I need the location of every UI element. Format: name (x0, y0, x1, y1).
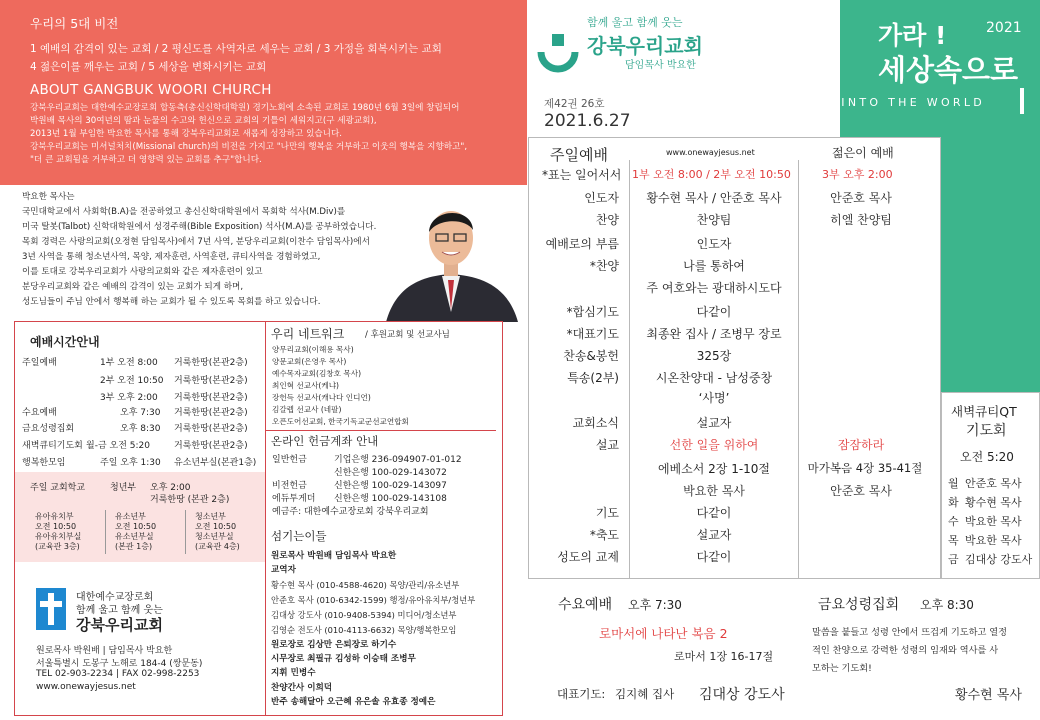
footer-church-name: 강북우리교회 (76, 616, 163, 634)
dept-place: (본관 1층) (115, 542, 153, 551)
order-label: 기도 (595, 506, 619, 520)
servants-title: 섬기는이들 (271, 529, 327, 543)
order-main: 황수현 목사 / 안준호 목사 (646, 191, 782, 205)
offering-label: 비전헌금 (272, 481, 307, 491)
wednesday-scripture: 로마서 1장 16-17절 (674, 650, 774, 663)
dept-name: 유소년부 (115, 512, 146, 521)
order-main: 다같이 (696, 305, 732, 319)
order-main: 시온찬양대 - 남성중창 (655, 371, 773, 385)
pastor-bio-line: 분당우리교회와 같은 예배의 감격이 있는 교회가 되게 하며, (22, 282, 244, 292)
worship-row-place: 거룩한땅(본관2층) (174, 441, 248, 451)
servants-line: 시무장로 최필규 김성하 이승태 조병무 (271, 654, 416, 664)
sermon-title: 선한 일을 위하여 (669, 438, 759, 452)
worship-row-label: 주일예배 (22, 358, 57, 368)
about-line: 2013년 1월 부임한 박요한 목사를 통해 강북우리교회로 새롭게 성장하고 있습니다. (30, 129, 343, 139)
youth-service-title: 젊은이 예배 (832, 146, 894, 160)
order-label: *합심기도 (566, 305, 619, 319)
issue-number: 제42권 26호 (544, 98, 605, 110)
order-website: www.onewayjesus.net (666, 148, 755, 157)
footer-slogan: 함께 울고 함께 웃는 (76, 605, 163, 616)
network-item: 오픈도어선교회, 한국기독교군선교연합회 (272, 417, 409, 426)
about-line: "더 큰 교회됨을 거부하고 더 영향력 있는 교회를 추구"합니다. (30, 155, 262, 165)
dept-place: 청소년부실 (195, 532, 234, 541)
dawn-qt-day: 화 (948, 496, 959, 509)
vision-banner (0, 0, 527, 185)
friday-desc: 말씀을 붙들고 성령 안에서 뜨겁게 기도하고 열정 (812, 627, 1008, 638)
cross-logo-icon (36, 588, 66, 630)
servants-line: 찬양간사 이희덕 (271, 683, 333, 693)
youth-scripture: 마가복음 4장 35-41절 (807, 461, 923, 475)
banner-line-2: 세상속으로 (878, 53, 1019, 87)
worship-row-time: 2부 오전 10:50 (100, 376, 164, 386)
dawn-qt-leader: 김대상 강도사 (965, 553, 1033, 566)
worship-row-time: 1부 오전 8:00 (100, 358, 158, 368)
sunday-school-place: 거룩한땅 (본관 2층) (150, 495, 230, 505)
pastor-bio-line: 박요한 목사는 (22, 192, 75, 202)
friday-desc: 모하는 기도회! (812, 663, 872, 674)
order-label: 설교 (595, 438, 619, 452)
worship-row-time: 월-금 오전 5:20 (86, 441, 150, 451)
pastor-bio-line: 국민대학교에서 사회학(B.A)을 전공하였고 총신신학대학원에서 목회학 석사(M.Div)를 (22, 207, 346, 217)
pastor-bio-line: 성도님들이 주님 안에서 행복해 하는 교회가 될 수 있도록 목회를 하고 있습니다. (22, 297, 321, 307)
worship-row-time: 오후 7:30 (120, 408, 161, 418)
order-youth: 히엘 찬양팀 (830, 213, 892, 227)
order-label: 예배로의 부름 (545, 237, 619, 251)
network-item: 장헌득 선교사(캐나다 인디언) (272, 393, 371, 402)
order-label: *대표기도 (566, 327, 619, 341)
wednesday-title: 수요예배 (558, 597, 613, 613)
offering-account: 신한은행 100-029-143097 (334, 481, 447, 491)
network-item: 예수목자교회(김창호 목사) (272, 369, 362, 378)
about-line: 박원배 목사의 30여년의 땀과 눈물의 수고와 헌신으로 교회의 기틀이 세워지고(구 세광교회), (30, 116, 377, 126)
worship-row-label: 행복한모임 (22, 458, 66, 468)
main-service-times: 1부 오전 8:00 / 2부 오전 10:50 (632, 168, 791, 181)
dept-time: 오전 10:50 (115, 522, 157, 531)
dawn-qt-day: 목 (948, 534, 959, 547)
order-label: 찬송&봉헌 (563, 349, 619, 363)
sunday-school-label: 주일 교회학교 (30, 483, 86, 493)
dept-time: 오전 10:50 (35, 522, 77, 531)
order-youth: 안준호 목사 (830, 191, 892, 205)
offering-account: 기업은행 236-094907-01-012 (334, 455, 462, 465)
servants-line: 황수현 목사 (010-4588-4620) 목양/관리/유소년부 (271, 580, 460, 590)
divider (185, 510, 186, 554)
worship-row-label: 금요성령집회 (22, 424, 75, 434)
worship-row-label: 새벽큐티기도회 (22, 441, 83, 451)
offering-label: 에듀투게더 (272, 494, 316, 504)
offering-label: 일반헌금 (272, 455, 307, 465)
wednesday-time: 오후 7:30 (628, 598, 682, 612)
wednesday-prayer-label: 대표기도: (557, 687, 606, 701)
friday-preacher: 황수현 목사 (955, 688, 1022, 703)
dawn-qt-time: 오전 5:20 (960, 450, 1014, 464)
banner-line-1: 가라 ! (878, 21, 947, 50)
banner-tagline: GO! INTO THE WORLD (803, 96, 986, 109)
footer-denomination: 대한예수교장로회 (76, 592, 154, 603)
about-line: 강북우리교회는 대한예수교장로회 합동측(총신신학대학원) 경기노회에 소속된 교회로 1980년 6월 3일에 창립되어 (30, 103, 460, 113)
dawn-qt-subtitle: 기도회 (966, 423, 1007, 439)
worship-row-time: 오후 8:30 (120, 424, 161, 434)
dept-time: 오전 10:50 (195, 522, 237, 531)
order-main: 주 여호와는 광대하시도다 (646, 281, 782, 295)
worship-row-time: 주일 오후 1:30 (100, 458, 161, 468)
wednesday-sermon: 로마서에 나타난 복음 2 (599, 626, 728, 641)
offering-account: 신한은행 100-029-143072 (334, 468, 447, 478)
order-label: *축도 (589, 528, 619, 542)
pastor-bio-line: 이를 토대로 강북우리교회가 사랑의교회와 같은 제자훈련이 있고 (22, 267, 263, 277)
dept-name: 유아유치부 (35, 512, 74, 521)
church-pastor: 담임목사 박요한 (625, 60, 696, 71)
servants-line: 교역자 (271, 565, 296, 575)
order-label: 인도자 (584, 191, 619, 205)
church-slogan: 함께 울고 함께 웃는 (587, 16, 683, 29)
wednesday-preacher: 김대상 강도사 (699, 687, 785, 703)
banner-year: 2021 (986, 20, 1022, 36)
dawn-qt-day: 월 (948, 477, 959, 490)
worship-row-place: 거룩한땅(본관2층) (174, 358, 248, 368)
column-divider (265, 322, 266, 716)
footer-website[interactable]: www.onewayjesus.net (36, 682, 136, 692)
friday-time: 오후 8:30 (920, 598, 974, 612)
friday-desc: 적인 찬양으로 강력한 성령의 임재와 역사를 사 (812, 645, 999, 656)
network-subtitle: / 후원교회 및 선교사님 (365, 330, 450, 340)
section-divider (266, 430, 496, 431)
offering-title: 온라인 헌금계좌 안내 (271, 434, 379, 448)
servants-line: 원로목사 박원배 담임목사 박요한 (271, 551, 397, 561)
order-main: 다같이 (696, 506, 732, 520)
wednesday-prayer: 김지혜 집사 (615, 687, 675, 701)
issue-date: 2021.6.27 (544, 111, 631, 131)
sunday-school-time: 오후 2:00 (150, 483, 191, 493)
footer-pastors: 원로목사 박원배 | 담임목사 박요한 (36, 646, 173, 656)
vision-title: 우리의 5대 비전 (30, 16, 119, 31)
banner-green-block (940, 185, 1040, 395)
order-main: 찬양팀 (696, 213, 732, 227)
about-title: ABOUT GANGBUK WOORI CHURCH (30, 82, 272, 98)
vision-line-2: 4 젊은이를 깨우는 교회 / 5 세상을 변화시키는 교회 (30, 61, 267, 73)
divider (105, 510, 106, 554)
servants-line: 반주 송해달아 오근혜 유은솔 유효종 정예은 (271, 697, 436, 707)
dawn-qt-leader: 황수현 목사 (965, 496, 1022, 509)
servants-line: 지휘 민병수 (271, 668, 316, 678)
worship-row-place: 거룩한땅(본관2층) (174, 393, 248, 403)
vision-line-1: 1 예배의 감격이 있는 교회 / 2 평신도를 사역자로 세우는 교회 / 3 가정을 회복시키는 교회 (30, 43, 442, 55)
worship-times-title: 예배시간안내 (30, 335, 100, 349)
worship-row-time: 3부 오후 2:00 (100, 393, 158, 403)
order-label: 찬양 (595, 213, 619, 227)
servants-line: 안준호 목사 (010-6342-1599) 행정/유아유치부/청년부 (271, 595, 476, 605)
friday-title: 금요성령집회 (818, 597, 900, 613)
servants-line: 김영순 전도사 (010-4113-6632) 목양/행복한모임 (271, 625, 457, 635)
order-label: *찬양 (589, 259, 619, 273)
servants-line: 원로장로 김상만 은퇴장로 하기수 (271, 640, 397, 650)
network-item: 최인혁 선교사(케냐) (272, 381, 340, 390)
order-main: ‘사명’ (698, 391, 730, 405)
servants-line: 김대상 강도사 (010-9408-5394) 미디어/청소년부 (271, 610, 457, 620)
dept-place: (교육관 3층) (35, 542, 80, 551)
dawn-qt-leader: 박요한 목사 (965, 534, 1022, 547)
network-item: 양무리교회(이해용 목사) (272, 345, 354, 354)
youth-sermon-title: 잠잠하라 (837, 438, 885, 452)
dawn-qt-title: 새벽큐티QT (951, 404, 1017, 419)
pastor-bio-line: 미국 탈봇(Talbot) 신학대학원에서 성경주해(Bible Exposition) 석사(M.A)를 공부하였습니다. (22, 222, 377, 232)
sermon-preacher: 박요한 목사 (683, 484, 745, 498)
main-service-title: 주일예배 (550, 146, 608, 164)
dawn-qt-leader: 박요한 목사 (965, 515, 1022, 528)
order-main: 인도자 (696, 237, 732, 251)
dept-place: 유소년부실 (115, 532, 154, 541)
about-line: 강북우리교회는 미셔널처치(Missional church)의 비전을 가지고 "나만의 행복을 거부하고 이웃의 행복을 지향하고", (30, 142, 468, 152)
dawn-qt-leader: 안준호 목사 (965, 477, 1022, 490)
order-main: 설교자 (696, 416, 732, 430)
pastor-photo (376, 194, 526, 322)
worship-row-place: 거룩한땅(본관2층) (174, 408, 248, 418)
dept-place: (교육관 4층) (195, 542, 240, 551)
dawn-qt-day: 수 (948, 515, 959, 528)
dawn-qt-day: 금 (948, 553, 959, 566)
order-label: 특송(2부) (567, 371, 619, 385)
banner-divider (1020, 88, 1024, 114)
sunday-school-dept: 청년부 (110, 483, 137, 493)
pastor-bio-line: 3년 사역을 통해 청소년사역, 목양, 제자훈련, 사역훈련, 큐티사역을 경험하였고, (22, 252, 321, 262)
order-label: 성도의 교제 (557, 550, 619, 564)
footer-tel: TEL 02-903-2234 | FAX 02-998-2253 (36, 669, 200, 679)
worship-row-label: 수요예배 (22, 408, 57, 418)
youth-service-time: 3부 오후 2:00 (822, 168, 893, 181)
pastor-bio-line: 목회 경력은 사랑의교회(오정현 담임목사)에서 7년 사역, 분당우리교회(이찬수 담임목사)에서 (22, 237, 370, 247)
order-main: 325장 (696, 349, 732, 363)
order-main: 설교자 (696, 528, 732, 542)
order-main: 최종완 집사 / 조병무 장로 (646, 327, 782, 341)
dept-name: 청소년부 (195, 512, 226, 521)
church-name: 강북우리교회 (587, 34, 703, 58)
youth-preacher: 안준호 목사 (830, 484, 892, 498)
stand-note: *표는 일어서서 (542, 168, 622, 182)
worship-row-place: 거룩한땅(본관2층) (174, 376, 248, 386)
worship-row-place: 거룩한땅(본관2층) (174, 424, 248, 434)
worship-row-place: 유소년부실(본관1층) (174, 458, 257, 468)
order-label: 교회소식 (572, 416, 619, 430)
sermon-scripture: 에베소서 2장 1-10절 (657, 462, 771, 476)
order-main: 다같이 (696, 550, 732, 564)
dept-place: 유아유치부실 (35, 532, 82, 541)
church-logo-icon (535, 30, 581, 86)
footer-address: 서울특별시 도봉구 노해로 184-4 (쌍문동) (36, 659, 203, 669)
order-main: 나를 통하여 (683, 259, 745, 273)
network-item: 김갈렙 선교사 (네팔) (272, 405, 342, 414)
offering-holder: 예금주: 대한예수교장로회 강북우리교회 (272, 507, 429, 517)
offering-account: 신한은행 100-029-143108 (334, 494, 447, 504)
network-item: 양문교회(은영우 목사) (272, 357, 347, 366)
network-title: 우리 네트워크 (271, 327, 345, 341)
